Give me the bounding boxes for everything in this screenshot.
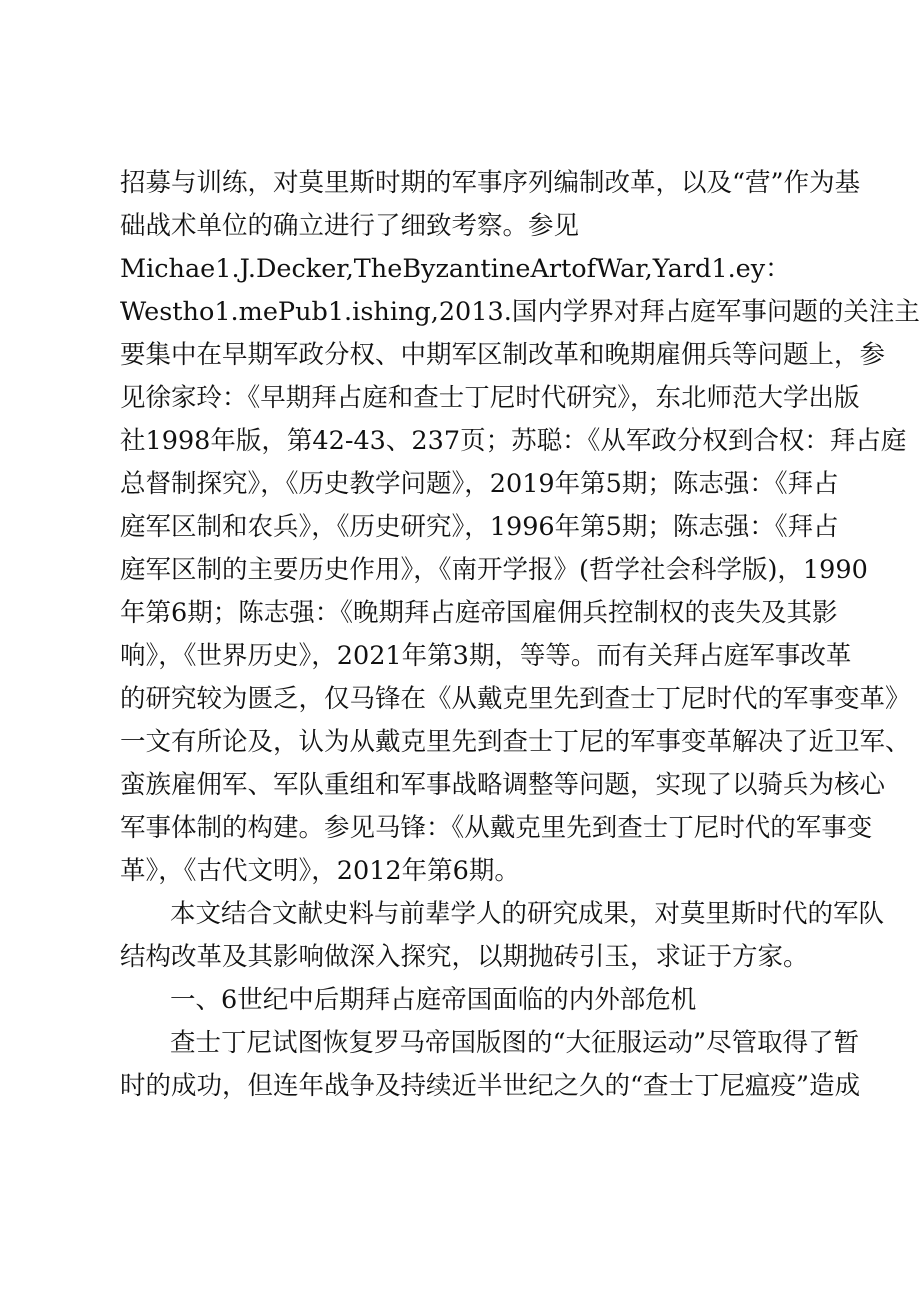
- body-paragraph-line: 查士丁尼试图恢复罗马帝国版图的“大征服运动”尽管取得了暂: [170, 1028, 860, 1058]
- footnote-line: 年第6期；陈志强：《晚期拜占庭帝国雇佣兵控制权的丧失及其影: [120, 598, 838, 628]
- footnote-line: 响》，《世界历史》，2021年第3期，等等。而有关拜占庭军事改革: [120, 641, 852, 671]
- footnote-line: 的研究较为匮乏，仅马锋在《从戴克里先到查士丁尼时代的军事变革》: [120, 684, 911, 714]
- footnote-line: Westho1.mePub1.ishing,2013.国内学界对拜占庭军事问题的关注主: [120, 297, 920, 327]
- footnote-line: 庭军区制的主要历史作用》，《南开学报》(哲学社会科学版)，1990: [120, 555, 868, 585]
- body-paragraph-line: 本文结合文献史料与前辈学人的研究成果，对莫里斯时代的军队: [170, 899, 885, 929]
- body-paragraph-line: 时的成功，但连年战争及持续近半世纪之久的“查士丁尼瘟疫”造成: [120, 1071, 861, 1101]
- footnote-line: 要集中在早期军政分权、中期军区制改革和晚期雇佣兵等问题上，参: [120, 340, 886, 370]
- footnote-line: 一文有所论及，认为从戴克里先到查士丁尼的军事变革解决了近卫军、: [120, 727, 911, 757]
- footnote-line: 础战术单位的确立进行了细致考察。参见: [120, 211, 580, 241]
- footnote-line: 革》，《古代文明》，2012年第6期。: [120, 856, 520, 886]
- footnote-line: 见徐家玲：《早期拜占庭和查士丁尼时代研究》，东北师范大学出版: [120, 383, 860, 413]
- footnote-line: 社1998年版，第42-43、237页；苏聪：《从军政分权到合权：拜占庭: [120, 426, 907, 456]
- footnote-line: 招募与训练，对莫里斯时期的军事序列编制改革，以及“营”作为基: [120, 168, 861, 198]
- section-heading: 一、6世纪中后期拜占庭帝国面临的内外部危机: [170, 985, 697, 1015]
- footnote-line: 蛮族雇佣军、军队重组和军事战略调整等问题，实现了以骑兵为核心: [120, 770, 886, 800]
- footnote-line: Michae1.J.Decker,TheByzantineArtofWar,Yard1.ey：: [120, 254, 791, 284]
- footnote-line: 庭军区制和农兵》，《历史研究》，1996年第5期；陈志强：《拜占: [120, 512, 839, 542]
- body-paragraph-line: 结构改革及其影响做深入探究，以期抛砖引玉，求证于方家。: [120, 942, 809, 972]
- footnote-line: 军事体制的构建。参见马锋：《从戴克里先到查士丁尼时代的军事变: [120, 813, 873, 843]
- footnote-line: 总督制探究》，《历史教学问题》，2019年第5期；陈志强：《拜占: [120, 469, 839, 499]
